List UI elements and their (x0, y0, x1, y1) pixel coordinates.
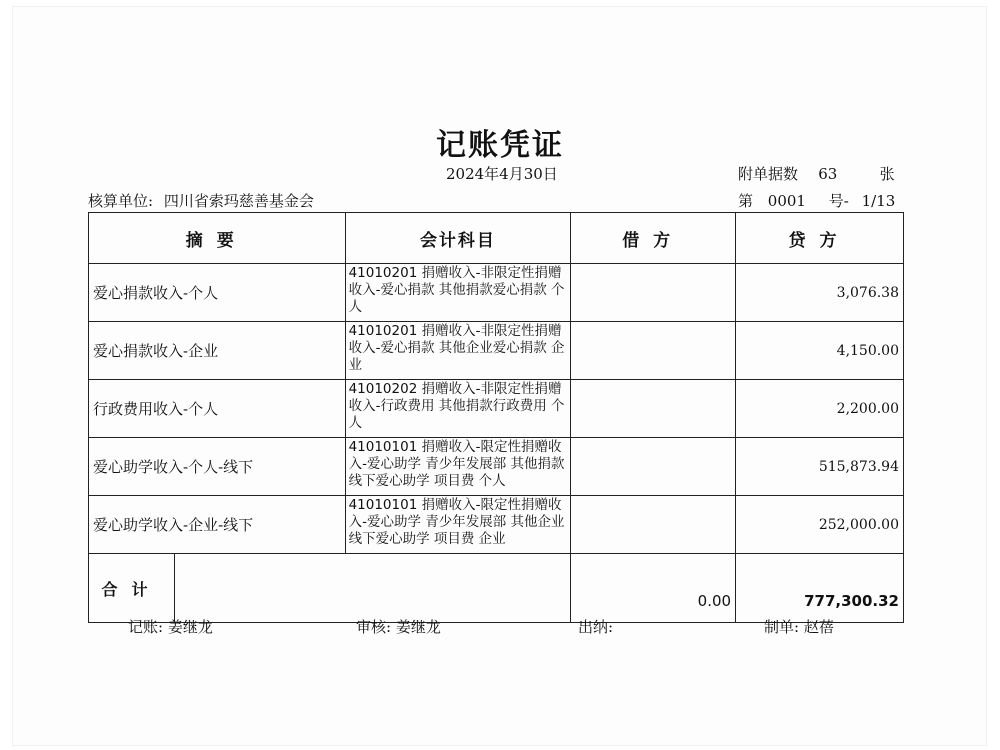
voucher-table (88, 212, 904, 623)
row-summary: 爱心助学收入-企业-线下 (89, 496, 346, 554)
total-credit: 777,300.32 (736, 554, 904, 623)
table-row (89, 322, 904, 380)
row-summary: 行政费用收入-个人 (89, 380, 346, 438)
row-account: 41010201 捐赠收入-非限定性捐赠收入-爱心捐款 其他企业爱心捐款 企业 (345, 322, 571, 380)
table-row (89, 496, 904, 554)
voucher-title: 记账凭证 (436, 128, 564, 163)
accounting-unit-name: 四川省索玛慈善基金会 (163, 192, 314, 210)
bookkeeper-signature: 记账: 姜继龙 (128, 618, 213, 636)
accounting-unit (88, 190, 314, 211)
attachments-count (738, 163, 895, 184)
cashier-signature: 出纳: (578, 618, 614, 636)
header-credit: 贷方 (736, 213, 904, 264)
header-summary: 摘要 (89, 213, 346, 264)
row-credit: 515,873.94 (736, 438, 904, 496)
row-debit (571, 380, 736, 438)
row-account: 41010202 捐赠收入-非限定性捐赠收入-行政费用 其他捐款行政费用 个人 (345, 380, 571, 438)
total-blank (174, 554, 570, 623)
table-row (89, 264, 904, 322)
total-label: 合计 (89, 554, 175, 623)
voucher-number (738, 190, 895, 211)
accounting-unit-label: 核算单位: (88, 192, 154, 210)
row-debit (571, 264, 736, 322)
row-credit: 4,150.00 (736, 322, 904, 380)
attachments-label: 附单据数 (738, 165, 799, 183)
voucher-date: 2024年4月30日 (446, 165, 558, 183)
header-debit: 借方 (571, 213, 736, 264)
voucher-number-value: 0001 (767, 192, 806, 210)
attachments-unit: 张 (879, 165, 895, 183)
row-account: 41010101 捐赠收入-限定性捐赠收入-爱心助学 青少年发展部 其他企业 线下爱心助学 项目费 企业 (345, 496, 571, 554)
row-credit: 252,000.00 (736, 496, 904, 554)
table-row (89, 438, 904, 496)
total-debit: 0.00 (571, 554, 736, 623)
header-account: 会计科目 (345, 213, 571, 264)
attachments-number: 63 (818, 165, 838, 183)
table-row (89, 380, 904, 438)
row-credit: 2,200.00 (736, 380, 904, 438)
preparer-signature: 制单: 赵蓓 (764, 618, 834, 636)
voucher-page: 1/13 (861, 192, 896, 210)
row-account: 41010101 捐赠收入-限定性捐赠收入-爱心助学 青少年发展部 其他捐款 线下爱心助学 项目费 个人 (345, 438, 571, 496)
row-debit (571, 496, 736, 554)
reviewer-signature: 审核: 姜继龙 (356, 618, 441, 636)
row-credit: 3,076.38 (736, 264, 904, 322)
voucher-number-prefix: 第 (738, 192, 754, 210)
row-debit (571, 438, 736, 496)
voucher-number-suffix: 号- (828, 192, 849, 210)
row-summary: 爱心助学收入-个人-线下 (89, 438, 346, 496)
row-debit (571, 322, 736, 380)
table-header-row (89, 213, 904, 264)
row-account: 41010201 捐赠收入-非限定性捐赠收入-爱心捐款 其他捐款爱心捐款 个人 (345, 264, 571, 322)
row-summary: 爱心捐款收入-企业 (89, 322, 346, 380)
total-row (89, 554, 904, 623)
row-summary: 爱心捐款收入-个人 (89, 264, 346, 322)
